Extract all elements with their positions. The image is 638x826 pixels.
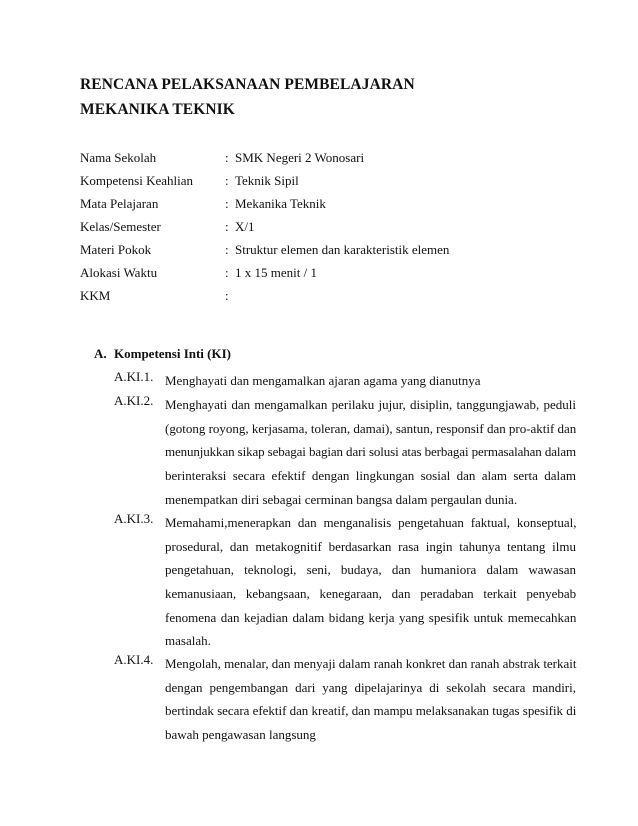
info-label: Nama Sekolah: [80, 150, 157, 165]
info-label: Kelas/Semester: [80, 219, 161, 234]
ki-line: menempatkan diri sebagai cerminan bangsa dalam pergaulan dunia.: [165, 491, 518, 507]
info-value: Teknik Sipil: [235, 173, 299, 188]
ki-line: masalah.: [165, 633, 211, 649]
section-letter: A.: [94, 346, 107, 361]
ki-code: A.KI.2.: [114, 393, 154, 408]
ki-line: pengetahuan, teknologi, seni, budaya, dan humaniora dalam wawasan: [165, 562, 576, 578]
info-row-kkm: [80, 288, 580, 308]
ki-code: A.KI.1.: [114, 369, 154, 384]
info-label: Mata Pelajaran: [80, 196, 159, 211]
info-row-time: [80, 265, 580, 285]
ki-line: dengan pengembangan dari yang dipelajarinya di sekolah secara mandiri,: [165, 679, 576, 695]
info-value: 1 x 15 menit / 1: [235, 265, 317, 280]
info-row-expertise: [80, 173, 580, 193]
ki-text: [165, 369, 576, 393]
info-colon: :: [225, 219, 229, 234]
ki-line: fenomena dan kejadian dalam bidang kerja yang spesifik untuk memecahkan: [165, 609, 577, 625]
info-value: Mekanika Teknik: [235, 196, 326, 211]
ki-line: bertindak secara efektif dan kreatif, dan mampu melaksanakan tugas spesifik di: [165, 703, 577, 719]
document-subtitle: MEKANIKA TEKNIK: [80, 101, 235, 118]
section-heading: [94, 346, 231, 362]
ki-line: kemanusiaan, kebangsaan, kenegaraan, dan peradaban terkait penyebab: [165, 586, 577, 602]
ki-code: A.KI.3.: [114, 511, 154, 526]
ki-line: (gotong royong, kerjasama, toleran, damai), santun, responsif dan pro-aktif dan: [165, 420, 577, 436]
info-colon: :: [225, 196, 229, 211]
ki-line: menunjukkan sikap sebagai bagian dari solusi atas berbagai permasalahan dalam: [165, 444, 576, 460]
info-row-topic: [80, 242, 580, 262]
info-row-subject: [80, 196, 580, 216]
info-row-class: [80, 219, 580, 239]
ki-code: A.KI.4.: [114, 652, 154, 667]
info-label: Alokasi Waktu: [80, 265, 158, 280]
info-colon: :: [225, 150, 229, 165]
document-title: RENCANA PELAKSANAAN PEMBELAJARAN: [80, 76, 415, 93]
info-label: KKM: [80, 288, 111, 303]
info-colon: :: [225, 242, 229, 257]
ki-line: bawah pengawasan langsung: [165, 727, 316, 743]
info-row-school: [80, 150, 580, 170]
ki-line: Memahami,menerapkan dan menganalisis pengetahuan faktual, konseptual,: [165, 515, 577, 530]
info-value: SMK Negeri 2 Wonosari: [235, 150, 365, 165]
info-label: Materi Pokok: [80, 242, 152, 257]
section-title: Kompetensi Inti (KI): [114, 346, 231, 361]
info-colon: :: [225, 288, 229, 303]
ki-line: Mengolah, menalar, dan menyaji dalam ranah konkret dan ranah abstrak terkait: [165, 656, 577, 671]
info-value: Struktur elemen dan karakteristik elemen: [235, 242, 450, 257]
ki-text: [165, 393, 576, 511]
info-label: Kompetensi Keahlian: [80, 173, 193, 188]
info-value: X/1: [235, 219, 255, 234]
ki-line: prosedural, dan metakognitif berdasarkan rasa ingin tahunya tentang ilmu: [165, 538, 577, 554]
ki-line: Menghayati dan mengamalkan perilaku jujur, disiplin, tanggungjawab, peduli: [165, 397, 576, 412]
ki-text: [165, 652, 576, 747]
info-colon: :: [225, 265, 229, 280]
ki-line: berinteraksi secara efektif dengan lingkungan sosial dan alam serta dalam: [165, 468, 576, 484]
ki-line: Menghayati dan mengamalkan ajaran agama yang dianutnya: [165, 373, 481, 388]
ki-text: [165, 511, 576, 653]
info-colon: :: [225, 173, 229, 188]
